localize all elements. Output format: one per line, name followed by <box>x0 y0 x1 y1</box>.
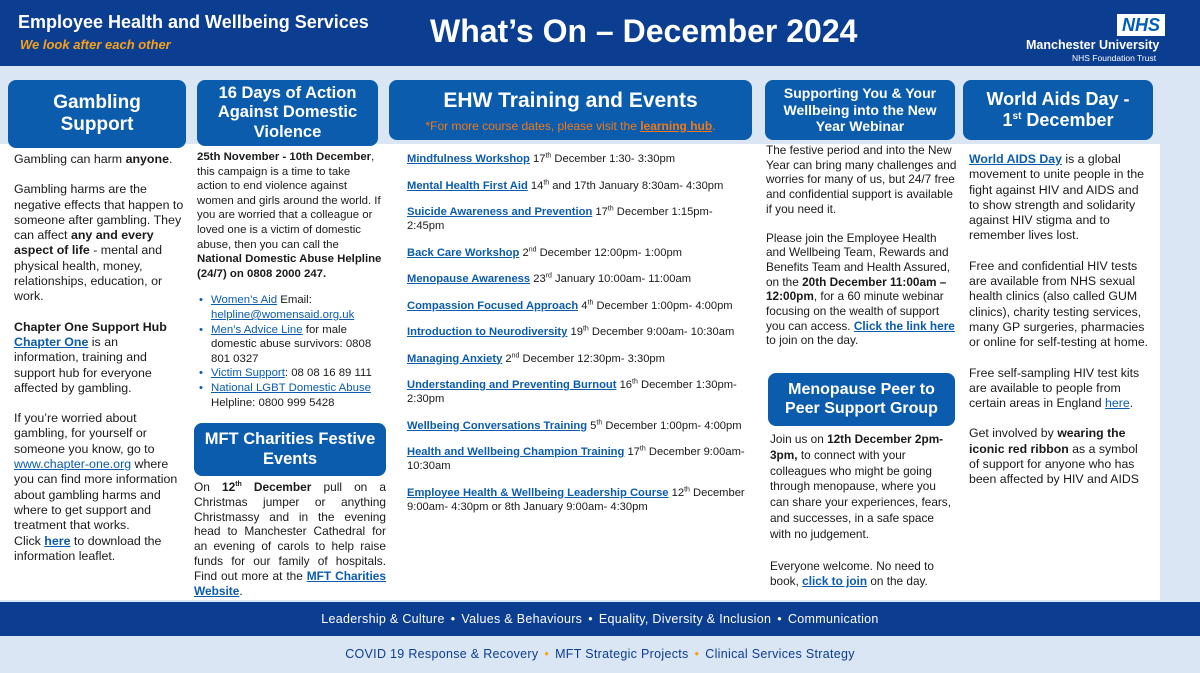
victim-support-link[interactable]: Victim Support <box>211 367 285 380</box>
tagline: We look after each other <box>20 37 171 52</box>
list-item: • National LGBT Domestic Abuse Helpline: 0800 999 5428 <box>197 381 383 410</box>
menopause-join-link[interactable]: click to join <box>802 574 868 589</box>
mft-charities-link[interactable]: MFT Charities Website <box>194 568 386 598</box>
training-item: Introduction to Neurodiversity 19th December 9:00am- 10:30am <box>407 325 735 338</box>
charities-text: On 12th December pull on a Christmas jumper or anything Christmassy and in the evening head to Manchester Cathedral for an evening of carols to help raise funds for our family of hospitals. Find out more at the MFT Charities Website. <box>194 480 386 598</box>
footer-item: COVID 19 Response & Recovery <box>345 647 539 661</box>
webinar-text: The festive period and into the New Year can bring many challenges and worries for many of us, but 24/7 free and confidential support is available if you need it. Please join the Employee Health and Wellbeing Team, Rewards and Benefits Team and Health Assured, on the 20th December 11:00am – 12:00pm, for a 60 minute webinar focusing on the wealth of support you can access. Click the link here to join on the day. <box>766 143 957 348</box>
training-link[interactable]: Employee Health & Wellbeing Leadership Course <box>407 486 669 499</box>
training-item: Employee Health & Wellbeing Leadership Course 12th December 9:00am- 4:30pm or 8th January 9:00am- 4:30pm <box>407 485 745 513</box>
training-item: Health and Wellbeing Champion Training 17th December 9:00am- 10:30am <box>407 445 745 472</box>
training-link[interactable]: Mindfulness Workshop <box>407 153 530 165</box>
footer-values: Leadership & Culture • Values & Behaviours • Equality, Diversity & Inclusion • Communication <box>0 602 1200 636</box>
training-item: Compassion Focused Approach 4th December 1:00pm- 4:00pm <box>407 298 733 312</box>
training-item: Wellbeing Conversations Training 5th December 1:00pm- 4:00pm <box>407 418 742 432</box>
training-heading: EHW Training and Events *For more course dates, please visit the learning hub. <box>389 80 752 140</box>
training-item: Managing Anxiety 2nd December 12:30pm- 3:30pm <box>407 351 665 365</box>
charities-heading: MFT Charities Festive Events <box>194 423 386 476</box>
training-link[interactable]: Compassion Focused Approach <box>407 299 579 312</box>
org-name: Employee Health and Wellbeing Services <box>18 12 369 32</box>
gambling-text: Gambling can harm anyone. Gambling harms are the negative effects that happen to someone after gambling. They can affect any and every aspect of life - mental and physical health, money, relationships, education, or work. Chapter One Support Hub Chapter One is an information, training and support hub for everyone affected by gambling. If you’re worried about gambling, for yourself or someone you know, go to www.chapter-one.org where you can find more information about gambling harms and where to get support and treatment that works. Click here to download the information leaflet. <box>14 152 184 563</box>
webinar-join-link[interactable]: Click the link here <box>853 318 955 333</box>
hiv-test-kits-link[interactable]: here <box>1105 396 1130 411</box>
training-link[interactable]: Wellbeing Conversations Training <box>407 419 588 432</box>
page-title: What’s On – December 2024 <box>430 13 858 49</box>
training-link[interactable]: Back Care Workshop <box>407 246 520 259</box>
training-link[interactable]: Health and Wellbeing Champion Training <box>407 446 625 458</box>
webinar-heading: Supporting You & Your Wellbeing into the New Year Webinar <box>765 80 955 140</box>
list-item: • Women’s Aid Email: helpline@womensaid.org.uk <box>197 293 383 322</box>
aids-text: World AIDS Day is a global movement to unite people in the fight against HIV and AIDS and to show strength and solidarity against HIV stigma and to remember lives lost. Free and confidential HIV tests are available from NHS sexual health clinics (also called GUM clinics), charity testing services, many GP surgeries, pharmacies or online for self-testing at home. Free self-sampling HIV test kits are available to people from certain areas in England here. Get involved by wearing the iconic red ribbon as a symbol of support for anyone who has been affected by HIV and AIDS <box>969 152 1149 487</box>
violence-heading: 16 Days of Action Against Domestic Violence <box>197 80 378 146</box>
violence-text: 25th November - 10th December, this campaign is a time to take action to end violence against women and girls around the world. If you are worried that a colleague or loved one is a victim of domestic abuse, then you can call the National Domestic Abuse Helpline (24/7) on 0808 2000 247. • Women’s Aid Email: helpline@womensaid.org.uk • Men’s Advice Line for male domestic abuse survivors: 0808 801 0327 • Victim Support: 08 08 16 89 111 • National LGBT Domestic Abuse Helpline: 0800 999 5428 <box>197 150 383 410</box>
training-item: Back Care Workshop 2nd December 12:00pm- 1:00pm <box>407 245 682 259</box>
training-link[interactable]: Mental Health First Aid <box>407 179 528 192</box>
training-link[interactable]: Introduction to Neurodiversity <box>407 326 568 338</box>
footer-item: Clinical Services Strategy <box>705 647 855 661</box>
training-list <box>407 152 747 526</box>
list-item: • Men’s Advice Line for male domestic abuse survivors: 0808 801 0327 <box>197 323 383 367</box>
world-aids-day-link[interactable]: World AIDS Day <box>969 152 1062 166</box>
header-banner <box>0 0 1200 66</box>
leaflet-download-link[interactable]: here <box>44 533 71 548</box>
footer-item: Values & Behaviours <box>461 612 583 626</box>
menopause-heading: Menopause Peer to Peer Support Group <box>768 373 955 426</box>
lgbt-helpline-link[interactable]: National LGBT Domestic Abuse <box>211 381 371 394</box>
footer-strategy: COVID 19 Response & Recovery • MFT Strategic Projects • Clinical Services Strategy <box>0 636 1200 673</box>
footer-item: Equality, Diversity & Inclusion <box>598 612 772 626</box>
learning-hub-link[interactable]: learning hub <box>640 118 713 133</box>
training-item: Mental Health First Aid 14th and 17th January 8:30am- 4:30pm <box>407 178 724 192</box>
training-item: Menopause Awareness 23rd January 10:00am- 11:00am <box>407 272 692 285</box>
nhs-logo: NHS <box>1117 14 1165 36</box>
womens-aid-link[interactable]: Women’s Aid <box>211 294 278 307</box>
mens-advice-line-link[interactable]: Men’s Advice Line <box>211 323 303 336</box>
training-link[interactable]: Suicide Awareness and Prevention <box>407 206 593 218</box>
chapter-one-link[interactable]: Chapter One <box>14 334 89 349</box>
training-item: Mindfulness Workshop 17th December 1:30- 3:30pm <box>407 152 676 165</box>
training-link[interactable]: Managing Anxiety <box>407 352 503 365</box>
trust-name: Manchester University <box>1026 38 1160 52</box>
trust-subtitle: NHS Foundation Trust <box>1072 53 1157 63</box>
footer-item: MFT Strategic Projects <box>555 647 689 661</box>
footer-item: Communication <box>787 612 879 626</box>
chapter-one-website-link[interactable]: www.chapter-one.org <box>14 457 132 472</box>
aids-heading: World Aids Day - 1st December <box>963 80 1153 140</box>
footer-item: Leadership & Culture <box>321 612 445 626</box>
menopause-text: Join us on 12th December 2pm-3pm, to connect with your colleagues who might be going through menopause, where you can share your experiences, fears, and successes, in a safe space with no judgement. Everyone welcome. No need to book, click to join on the day. <box>770 432 951 589</box>
gambling-heading: Gambling Support <box>8 80 186 148</box>
list-item: • Victim Support: 08 08 16 89 111 <box>197 366 383 381</box>
support-links-list <box>197 293 383 410</box>
training-item: Understanding and Preventing Burnout 16th December 1:30pm- 2:30pm <box>407 378 737 405</box>
training-link[interactable]: Menopause Awareness <box>407 273 531 285</box>
training-item: Suicide Awareness and Prevention 17th December 1:15pm- 2:45pm <box>407 205 713 232</box>
womens-aid-email-link[interactable]: helpline@womensaid.org.uk <box>211 308 355 321</box>
training-link[interactable]: Understanding and Preventing Burnout <box>407 379 617 391</box>
